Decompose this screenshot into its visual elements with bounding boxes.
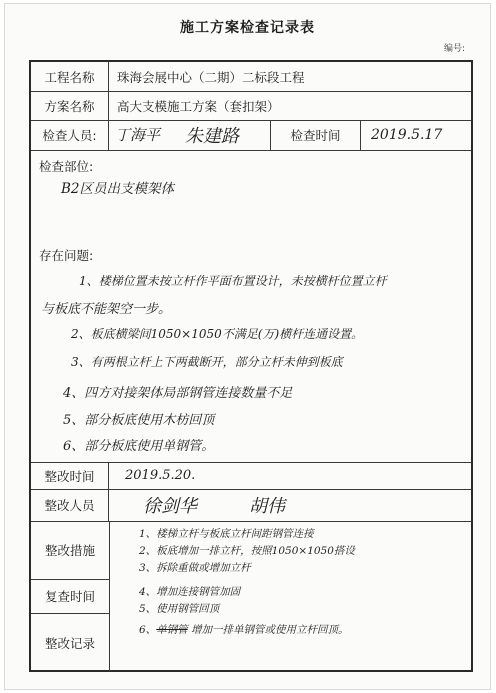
measure-item-4: 4、增加连接钢管加固 [139,586,241,598]
rectify-person-row [31,489,471,522]
inspector-signature-2: 朱建路 [185,126,239,147]
inspection-time-cell [361,120,471,150]
rectify-time-cell [109,462,471,489]
rectify-person-cell [109,489,471,521]
plan-row [31,91,471,121]
inspection-table [29,60,473,672]
project-name-value: 珠海会展中心（二期）二标段工程 [117,69,305,85]
inspector-label: 检查人员: [31,120,109,150]
rectify-labels-column [31,521,110,672]
serial-number-label: 编号: [443,44,465,54]
measure-item-5: 5、使用钢管回顶 [139,603,220,615]
form-title: 施工方案检查记录表 [180,20,315,36]
issue-item-2: 2、板底横梁间1050×1050不满足(万)横杆连通设置。 [71,327,364,341]
rectify-person-label: 整改人员 [31,489,109,521]
inspection-time-label: 检查时间 [271,120,361,150]
issues-label: 存在问题: [39,248,94,263]
project-row [31,62,471,92]
plan-name-value: 高大支模施工方案（套扣架） [117,98,280,114]
issue-item-5: 5、部分板底使用木枋回顶 [63,413,215,428]
rectify-time-value: 2019.5.20. [125,468,196,483]
issue-item-4: 4、四方对接架体局部钢管连接数量不足 [63,386,293,401]
inspection-time-value: 2019.5.17 [371,127,443,143]
rectify-record-label: 整改记录 [44,635,95,651]
rectify-time-label: 整改时间 [31,462,109,489]
issue-item-6: 6、部分板底使用单钢管。 [63,439,215,454]
issue-item-1: 1、楼梯位置未按立杆作平面布置设计，未按横杆位置立杆 [79,274,387,288]
measure-item-6: 6、单钢管 增加一排单钢管或使用立杆回顶。 [139,624,349,636]
rectify-person-signature-1: 徐剑华 [143,496,197,517]
measures-notes [109,521,471,672]
measure-item-1: 1、楼梯立杆与板底立杆间距钢管连接 [139,528,314,540]
inspector-row [31,120,471,151]
struck-word: 单钢管 [156,624,188,636]
inspector-signatures [109,120,271,150]
measures-label: 整改措施 [31,521,109,580]
measure-item-3: 3、拆除重做或增加立杆 [139,562,251,574]
location-label: 检查部位: [39,159,94,174]
measure-item-2: 2、板底增加一排立杆，按照1050×1050搭设 [139,545,355,557]
plan-name-label: 方案名称 [31,91,109,120]
record-sheet [4,3,491,690]
project-name-label: 工程名称 [31,62,109,91]
rectify-time-row [31,462,471,490]
recheck-time-label: 复查时间 [31,579,109,614]
inspector-signature-1: 丁海平 [115,126,161,144]
issues-block [31,150,471,463]
rectify-person-signature-2: 胡伟 [249,496,285,517]
issue-item-3: 3、有两根立杆上下两截断开，部分立杆未伸到板底 [71,355,343,369]
location-value: B2区员出支模架体 [61,181,175,197]
issue-item-1-cont: 与板底不能架空一步。 [41,302,172,317]
